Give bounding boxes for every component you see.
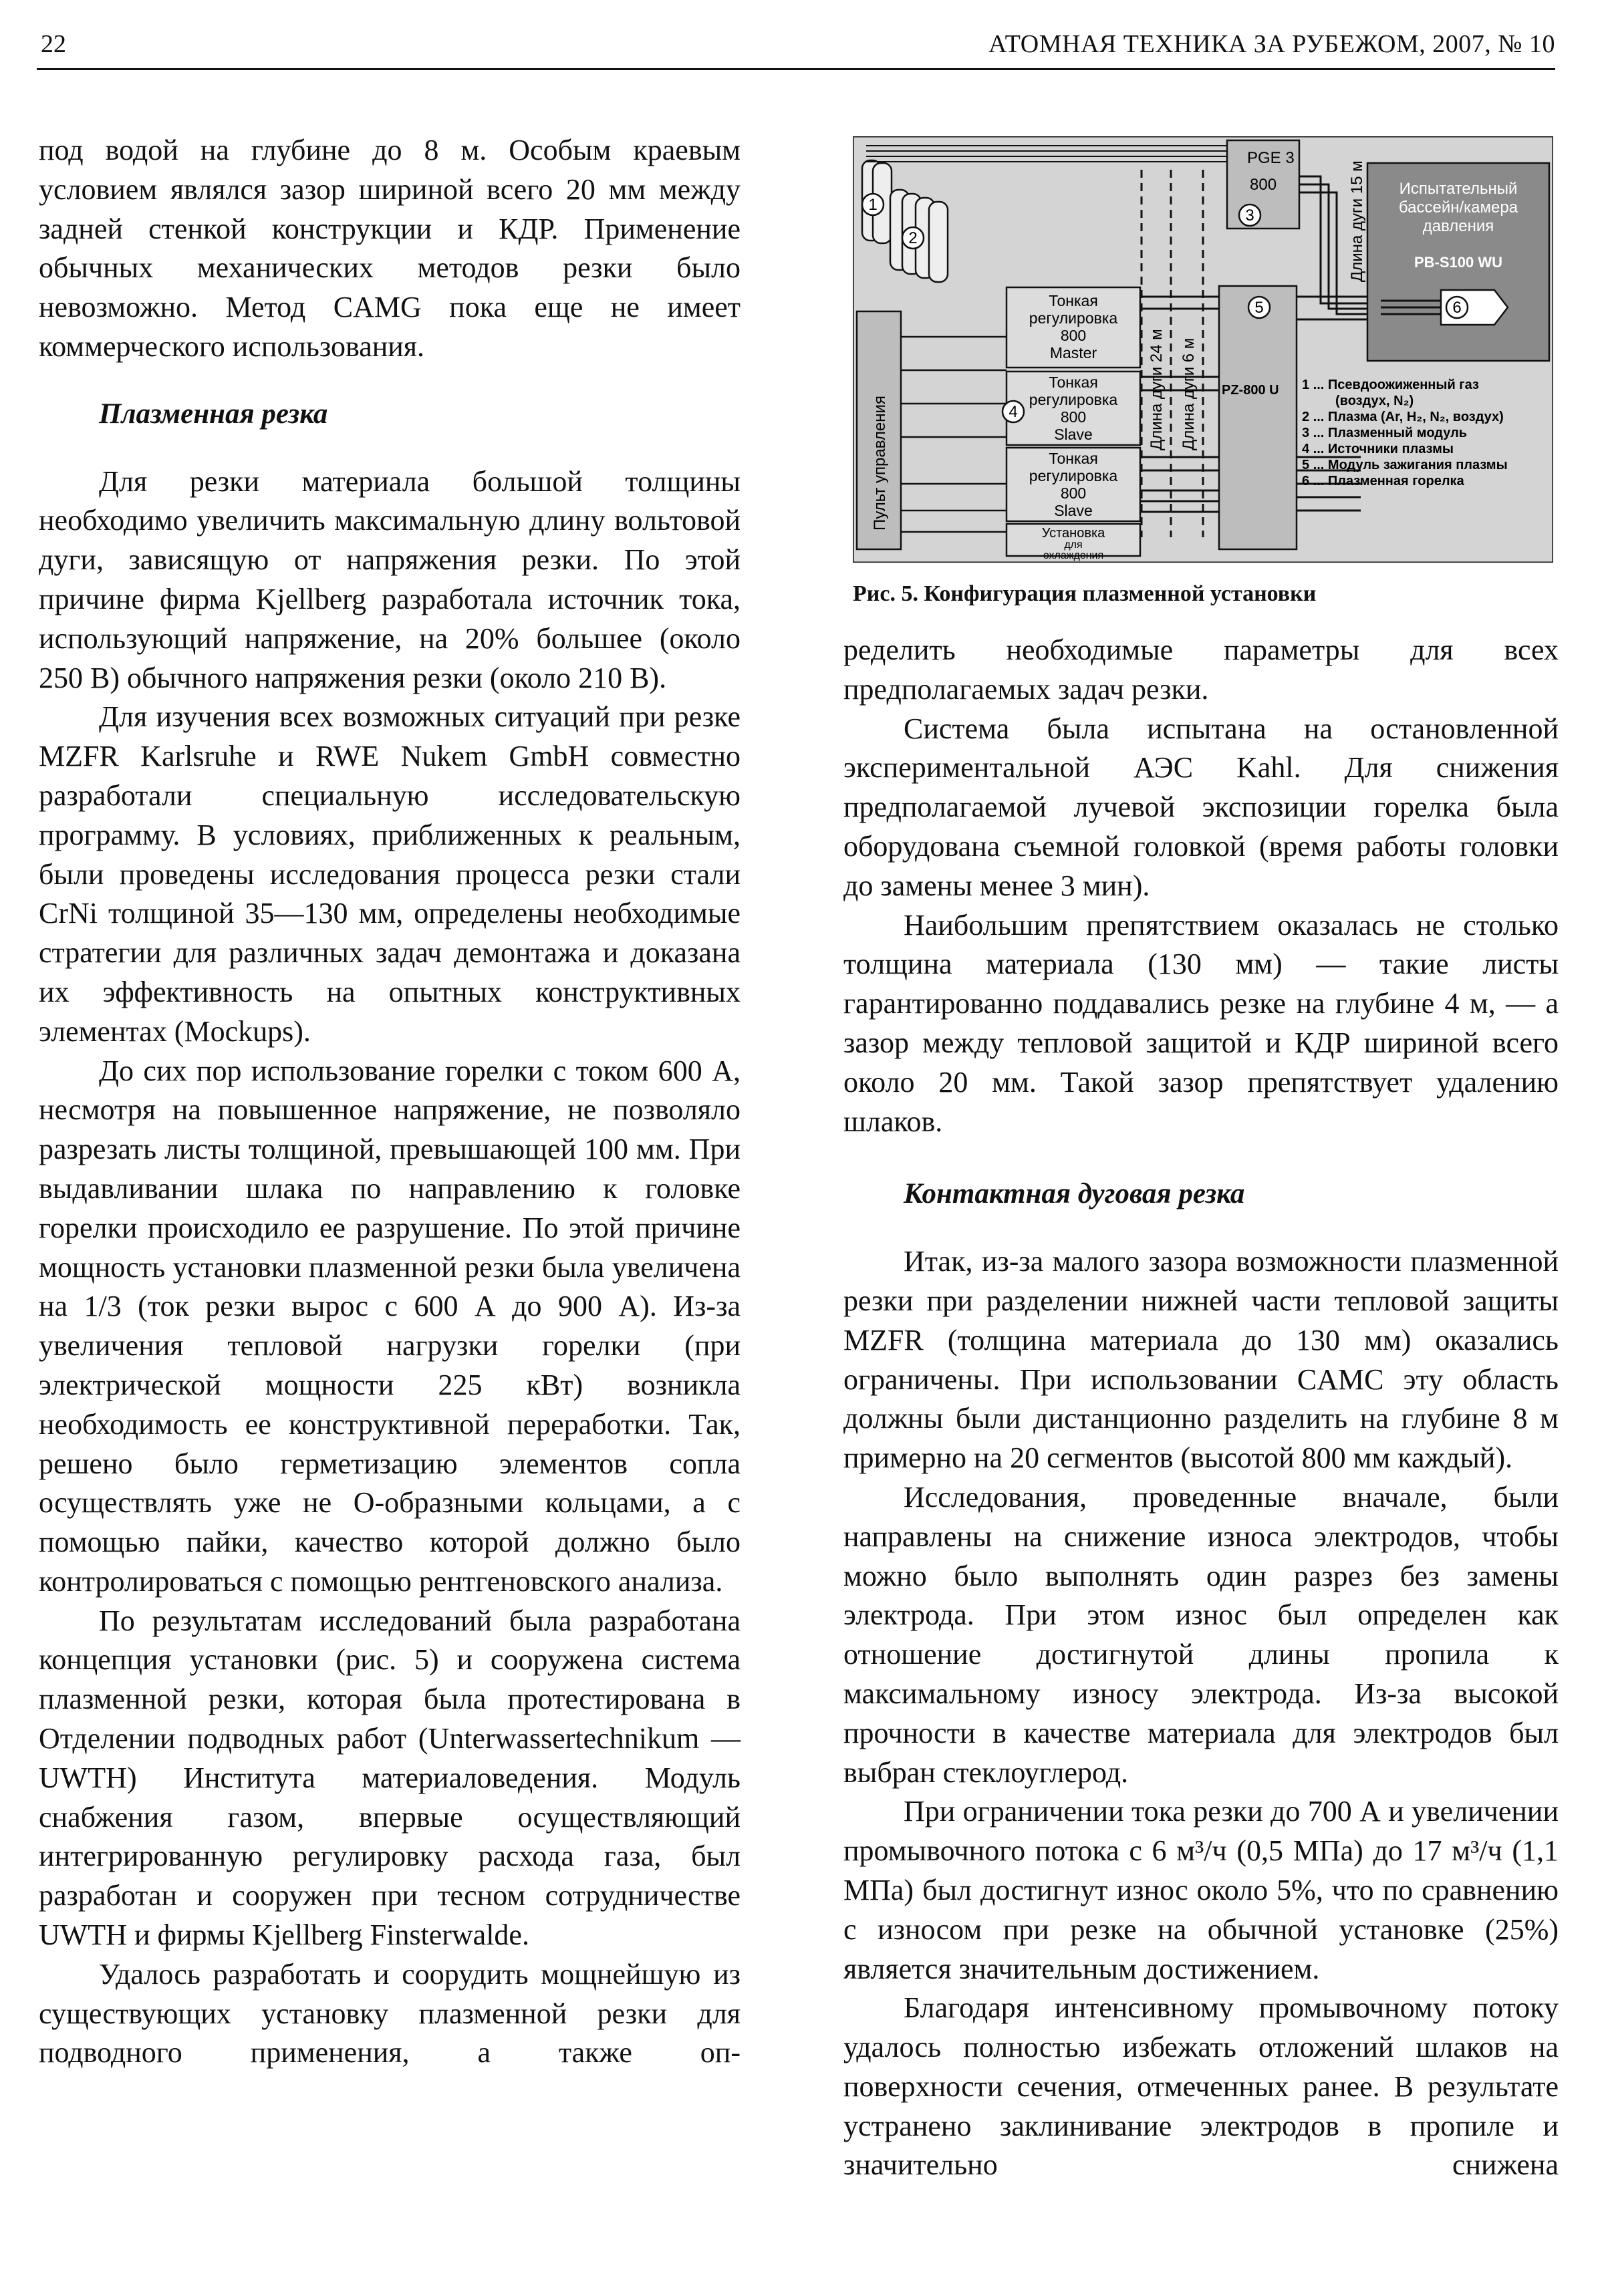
paragraph: под водой на глубине до 8 м. Особым краевым условием являлся зазор шириной всего 20 мм между задней стенкой конструкции и КДР. Применение обычных механических методов резки было невозможно. Метод CAMG пока еще не имеет коммерческого использования. xyxy=(39,134,741,363)
fine1-line2: регулировка xyxy=(1029,309,1118,327)
fine2-line2: регулировка xyxy=(1029,391,1118,408)
paragraph: Удалось разработать и соорудить мощнейшую из существующих установку плазменной резки для подводного применения, а также оп- xyxy=(39,1957,741,2069)
paragraph: По результатам исследований была разработана концепция установки (рис. 5) и сооружена система плазменной резки, которая была протестирована в Отделении подводных работ (Unterwassertechnikum — UWTH) Института материаловедения. Модуль снабжения газом, впервые осуществляющий интегрированную регулировку расхода газа, был разработан и сооружен при тесном сотрудничестве UWTH и фирмы Kjellberg Finsterwalde. xyxy=(39,1604,741,1952)
marker-5: 5 xyxy=(1254,299,1264,317)
pge-number: 800 xyxy=(1250,176,1277,194)
fine3-line2: регулировка xyxy=(1029,467,1118,484)
paragraph: Исследования, проведенные вначале, были направлены на снижение износа электродов, чтобы можно было выполнять один разрез без замены электрода. При этом износ был определен как отношение достигнутой длины пропила к максимальному износу электрода. Из-за высокой прочности в качестве материала для электродов был выбран стеклоуглерод. xyxy=(843,1480,1559,1789)
paragraph: Наибольшим препятствием оказалась не столько толщина материала (130 мм) — такие листы гарантированно поддавались резке на глубине 4 м, — а зазор между тепловой защитой и КДР шириной всего около 20 мм. Такой зазор препятствует удалению шлаков. xyxy=(843,908,1559,1138)
left-column xyxy=(39,131,741,2073)
legend-item-1: 1 ... Псевдоожиженный газ xyxy=(1302,378,1479,392)
arc-length-6-label: Длина дуги 6 м xyxy=(1180,337,1198,450)
section-heading-contact-arc: Контактная дуговая резка xyxy=(904,1178,1245,1210)
paragraph: Благодаря интенсивному промывочному потоку удалось полностью избежать отложений шлаков на поверхности сечения, отмеченных ранее. В результате устранено заклинивание электродов в пропиле и значительно снижена xyxy=(843,1991,1559,2182)
marker-3: 3 xyxy=(1245,206,1254,225)
fine3-line4: Slave xyxy=(1054,502,1093,519)
paragraph: Система была испытана на остановленной экспериментальной АЭС Kahl. Для снижения предполагаемой лучевой экспозиции горелка была оборудована съемной головкой (время работы головки до замены менее 3 мин). xyxy=(843,712,1559,902)
paragraph: Для резки материала большой толщины необходимо увеличить максимальную длину вольтовой дуги, зависящую от напряжения резки. По этой причине фирма Kjellberg разработала источник тока, использующий напряжение, на 20% большее (около 250 В) обычного напряжения резки (около 210 В). xyxy=(39,464,741,694)
pool-line2: бассейн/камера xyxy=(1398,198,1518,217)
fine3-line1: Тонкая xyxy=(1049,450,1098,467)
legend-item-6: 6 ... Плазменная горелка xyxy=(1302,474,1464,488)
figure-caption: Рис. 5. Конфигурация плазменной установки xyxy=(853,581,1317,606)
right-column xyxy=(843,631,1559,2185)
fine1-line1: Тонкая xyxy=(1049,292,1098,309)
pool-line3: давления xyxy=(1422,217,1494,235)
pz-label: PZ-800 U xyxy=(1222,383,1279,398)
paragraph: До сих пор использование горелки с током 600 А, несмотря на повышенное напряжение, не позволяло разрезать листы толщиной, превышающей 100 мм. При выдавливании шлака по направлению к головке горелки происходило ее разрушение. По этой причине мощность установки плазменной резки была увеличена на 1/3 (ток резки вырос с 600 А до 900 А). Из-за увеличения тепловой нагрузки горелки (при электрической мощности 225 кВт) возникла необходимость ее конструктивной переработки. Так, решено было герметизацию элементов сопла осуществлять уже не О-образными кольцами, а с помощью пайки, качество которой должно было контролироваться с помощью рентгеновского анализа. xyxy=(39,1054,741,1598)
fine1-line3: 800 xyxy=(1060,327,1087,344)
section-heading-plasma: Плазменная резка xyxy=(99,398,328,430)
pool-line1: Испытательный xyxy=(1399,180,1518,198)
paragraph: ределить необходимые параметры для всех предполагаемых задач резки. xyxy=(843,633,1559,706)
legend-item-1b: (воздух, N₂) xyxy=(1335,394,1414,408)
control-panel-label: Пульт управления xyxy=(871,396,889,531)
fine2-line3: 800 xyxy=(1060,408,1087,426)
journal-title: АТОМНАЯ ТЕХНИКА ЗА РУБЕЖОМ, 2007, № 10 xyxy=(988,30,1555,58)
paragraph: Итак, из-за малого зазора возможности плазменной резки при разделении нижней части тепловой защиты MZFR (толщина материала до 130 мм) оказались ограничены. При использовании CAMC эту область должны были дистанционно разделить на глубине 8 м примерно на 20 сегментов (высотой 800 мм каждый). xyxy=(843,1245,1559,1475)
paragraph: При ограничении тока резки до 700 А и увеличении промывочного потока с 6 м³/ч (0,5 МПа) до 17 м³/ч (1,1 МПа) был достигнут износ около 5%, что по сравнению с износом при резке на обычной установке (25%) является значительным достижением. xyxy=(843,1795,1559,1985)
fine3-line3: 800 xyxy=(1060,484,1087,502)
pool-id: PB-S100 WU xyxy=(1414,254,1503,271)
paragraph: Для изучения всех возможных ситуаций при резке MZFR Karlsruhe и RWE Nukem GmbH совместно разработали специальную исследовательскую программу. В условиях, приближенных к реальным, были проведены исследования процесса резки стали CrNi толщиной 35—130 мм, определены необходимые стратегии для различных задач демонтажа и доказана их эффективность на опытных конструктивных элементах (Mockups). xyxy=(39,700,741,1048)
marker-1: 1 xyxy=(868,196,878,214)
arc-length-24-label: Длина дуги 24 м xyxy=(1148,329,1166,450)
marker-6: 6 xyxy=(1452,299,1462,317)
cooling-line1: Установка xyxy=(1041,526,1105,541)
legend-item-2: 2 ... Плазма (Ar, H₂, N₂, воздух) xyxy=(1302,410,1504,424)
page-number: 22 xyxy=(41,30,66,58)
marker-4: 4 xyxy=(1009,403,1018,421)
legend-item-3: 3 ... Плазменный модуль xyxy=(1302,426,1468,440)
cooling-line2: для xyxy=(1064,539,1083,551)
figure-plasma-configuration xyxy=(853,136,1553,563)
fine2-line4: Slave xyxy=(1054,426,1093,443)
cooling-line3: охлаждения xyxy=(1043,550,1104,561)
fine2-line1: Тонкая xyxy=(1049,374,1098,391)
legend-item-4: 4 ... Источники плазмы xyxy=(1302,442,1454,456)
pge-label: PGE 3 xyxy=(1247,149,1295,167)
page-header xyxy=(37,28,1555,70)
pz-box xyxy=(1219,286,1297,549)
arc-length-15-label: Длина дуги 15 м xyxy=(1348,160,1366,282)
fine1-line4: Master xyxy=(1049,344,1097,362)
marker-2: 2 xyxy=(908,229,918,247)
legend-item-5: 5 ... Модуль зажигания плазмы xyxy=(1302,458,1508,472)
